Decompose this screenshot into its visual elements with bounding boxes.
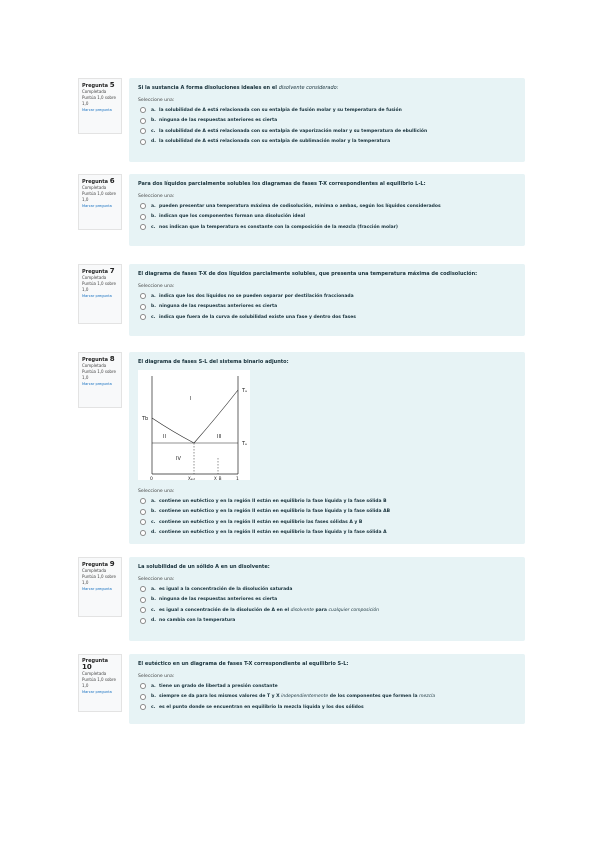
- question-info: [78, 264, 122, 324]
- label-x0: 0: [150, 477, 153, 480]
- question-number: Pregunta 8: [82, 355, 115, 363]
- radio-button[interactable]: [140, 139, 146, 145]
- radio-button[interactable]: [140, 683, 146, 689]
- answer-options: [138, 584, 517, 626]
- answer-options: [138, 496, 517, 538]
- question-state: Completada: [82, 275, 107, 280]
- answer-prompt: Seleccione una:: [138, 489, 175, 494]
- question-number: Pregunta 10: [82, 658, 108, 671]
- radio-button[interactable]: [140, 509, 146, 515]
- answer-option[interactable]: c. es el punto donde se encuentran en equilibrio la mezcla líquida y los dos sólidos: [138, 702, 517, 713]
- answer-option[interactable]: c. es igual a concentración de la disolución de A en el disolvente para cualquier composición: [138, 605, 517, 616]
- radio-button[interactable]: [140, 694, 146, 700]
- label-xeut: Xₑᵤₜ: [188, 476, 196, 480]
- answer-prompt: Seleccione una:: [138, 674, 175, 679]
- question-marks: Puntúa 1,0 sobre 1,0: [82, 95, 116, 106]
- radio-button[interactable]: [140, 118, 146, 124]
- question-text: El eutéctico en un diagrama de fases T-X correspondiente al equilibrio S-L:: [138, 661, 349, 667]
- question-content: [129, 557, 525, 641]
- diagram-background: [138, 370, 250, 480]
- answer-option[interactable]: c. contiene un eutéctico y en la región II están en equilibrio las fases sólidas A y B: [138, 517, 517, 528]
- radio-button[interactable]: [140, 107, 146, 113]
- question-number: Pregunta 5: [82, 81, 115, 89]
- radio-button[interactable]: [140, 586, 146, 592]
- question-content: [129, 654, 525, 724]
- flag-question-link[interactable]: Marcar pregunta: [82, 382, 112, 386]
- answer-option[interactable]: a. tiene un grado de libertad a presión constante: [138, 681, 517, 692]
- radio-button[interactable]: [140, 530, 146, 536]
- answer-options: [138, 681, 517, 713]
- answer-option[interactable]: c. indica que fuera de la curva de solubilidad existe una fase y dentro dos fases: [138, 312, 517, 323]
- question-state: Completada: [82, 185, 107, 190]
- question-state: Completada: [82, 89, 107, 94]
- label-region-2: II: [163, 434, 166, 440]
- answer-options: [138, 291, 517, 323]
- question-marks: Puntúa 1,0 sobre 1,0: [82, 369, 116, 380]
- flag-question-link[interactable]: Marcar pregunta: [82, 294, 112, 298]
- answer-option[interactable]: a. es igual a la concentración de la disolución saturada: [138, 584, 517, 595]
- answer-options: [138, 201, 517, 233]
- answer-option[interactable]: b. contiene un eutéctico y en la región II están en equilibrio la fase líquida y la fase sólida AB: [138, 507, 517, 518]
- answer-prompt: Seleccione una:: [138, 98, 175, 103]
- answer-option[interactable]: d. no cambia con la temperatura: [138, 616, 517, 627]
- question-text: Para dos líquidos parcialmente solubles los diagramas de fases T-X correspondientes al equilibrio L-L:: [138, 181, 426, 187]
- answer-option[interactable]: b. ninguna de las respuestas anteriores es cierta: [138, 302, 517, 313]
- question-state: Completada: [82, 671, 107, 676]
- phase-diagram: [138, 370, 517, 484]
- radio-button[interactable]: [140, 597, 146, 603]
- question-marks: Puntúa 1,0 sobre 1,0: [82, 191, 116, 202]
- question-text: Si la sustancia A forma disoluciones ideales en el disolvente considerado:: [138, 85, 339, 91]
- answer-prompt: Seleccione una:: [138, 194, 175, 199]
- radio-button[interactable]: [140, 293, 146, 299]
- radio-button[interactable]: [140, 203, 146, 209]
- answer-option[interactable]: c. la solubilidad de A está relacionada con su entalpia de vaporización molar y su temperatura de ebullición: [138, 126, 517, 137]
- question-content: [129, 174, 525, 246]
- label-tb: Tb: [142, 416, 149, 422]
- question-marks: Puntúa 1,0 sobre 1,0: [82, 281, 116, 292]
- answer-option[interactable]: d. contiene un eutéctico y en la región II están en equilibrio la fase líquida y la fase sólida A: [138, 528, 517, 539]
- flag-question-link[interactable]: Marcar pregunta: [82, 587, 112, 591]
- answer-option[interactable]: c. nos indican que la temperatura es constante con la composición de la mezcla (fracción molar): [138, 222, 517, 233]
- question-text: El diagrama de fases T-X de dos líquidos parcialmente solubles, que presenta una temperatura máxima de codisolución:: [138, 271, 478, 277]
- flag-question-link[interactable]: Marcar pregunta: [82, 690, 112, 694]
- radio-button[interactable]: [140, 304, 146, 310]
- radio-button[interactable]: [140, 607, 146, 613]
- answer-option[interactable]: a. contiene un eutéctico y en la región II están en equilibrio la fase líquida y la fase sólida B: [138, 496, 517, 507]
- radio-button[interactable]: [140, 519, 146, 525]
- question-number: Pregunta 9: [82, 560, 115, 568]
- answer-prompt: Seleccione una:: [138, 284, 175, 289]
- question-marks: Puntúa 1,0 sobre 1,0: [82, 677, 116, 688]
- answer-options: [138, 105, 517, 147]
- question-text: El diagrama de fases S-L del sistema binario adjunto:: [138, 359, 289, 365]
- radio-button[interactable]: [140, 618, 146, 624]
- question-state: Completada: [82, 363, 107, 368]
- question-marks: Puntúa 1,0 sobre 1,0: [82, 574, 116, 585]
- question-content: [129, 352, 525, 544]
- answer-option[interactable]: b. indican que los componentes forman una disolución ideal: [138, 212, 517, 223]
- answer-option[interactable]: b. siempre se da para los mismos valores de T y X independientemente de los componentes que formen la mezcla: [138, 692, 517, 703]
- phase-diagram-svg: [138, 370, 250, 480]
- label-ta: Tₐ: [242, 388, 248, 394]
- answer-option[interactable]: b. ninguna de las respuestas anteriores es cierta: [138, 116, 517, 127]
- question-text: La solubilidad de un sólido A en un disolvente:: [138, 564, 270, 570]
- question-info: [78, 557, 122, 617]
- radio-button[interactable]: [140, 214, 146, 220]
- label-x1: 1: [236, 477, 239, 480]
- answer-option[interactable]: d. la solubilidad de A está relacionada con su entalpia de sublimación molar y la temperatura: [138, 137, 517, 148]
- question-state: Completada: [82, 568, 107, 573]
- question-info: [78, 174, 122, 230]
- label-region-1: I: [190, 396, 192, 402]
- radio-button[interactable]: [140, 224, 146, 230]
- question-number: Pregunta 7: [82, 267, 115, 275]
- question-content: [129, 264, 525, 336]
- answer-option[interactable]: a. la solubilidad de A está relacionada con su entalpia de fusión molar y su temperatura de fusión: [138, 105, 517, 116]
- answer-option[interactable]: a. indica que los dos líquidos no se pueden separar por destilación fraccionada: [138, 291, 517, 302]
- radio-button[interactable]: [140, 498, 146, 504]
- answer-option[interactable]: a. pueden presentar una temperatura máxima de codisolución, mínima o ambas, según los líquidos considerados: [138, 201, 517, 212]
- question-info: [78, 654, 122, 712]
- question-number: Pregunta 6: [82, 177, 115, 185]
- flag-question-link[interactable]: Marcar pregunta: [82, 204, 112, 208]
- answer-option[interactable]: b. ninguna de las respuestas anteriores es cierta: [138, 595, 517, 606]
- label-te: Tₑ: [242, 441, 248, 447]
- radio-button[interactable]: [140, 128, 146, 134]
- question-info: [78, 352, 122, 408]
- label-region-3: III: [217, 434, 222, 440]
- label-region-4: IV: [176, 456, 181, 462]
- question-content: [129, 78, 525, 162]
- radio-button[interactable]: [140, 314, 146, 320]
- label-xb: X_B: [214, 476, 222, 480]
- flag-question-link[interactable]: Marcar pregunta: [82, 108, 112, 112]
- answer-prompt: Seleccione una:: [138, 577, 175, 582]
- radio-button[interactable]: [140, 704, 146, 710]
- question-info: [78, 78, 122, 134]
